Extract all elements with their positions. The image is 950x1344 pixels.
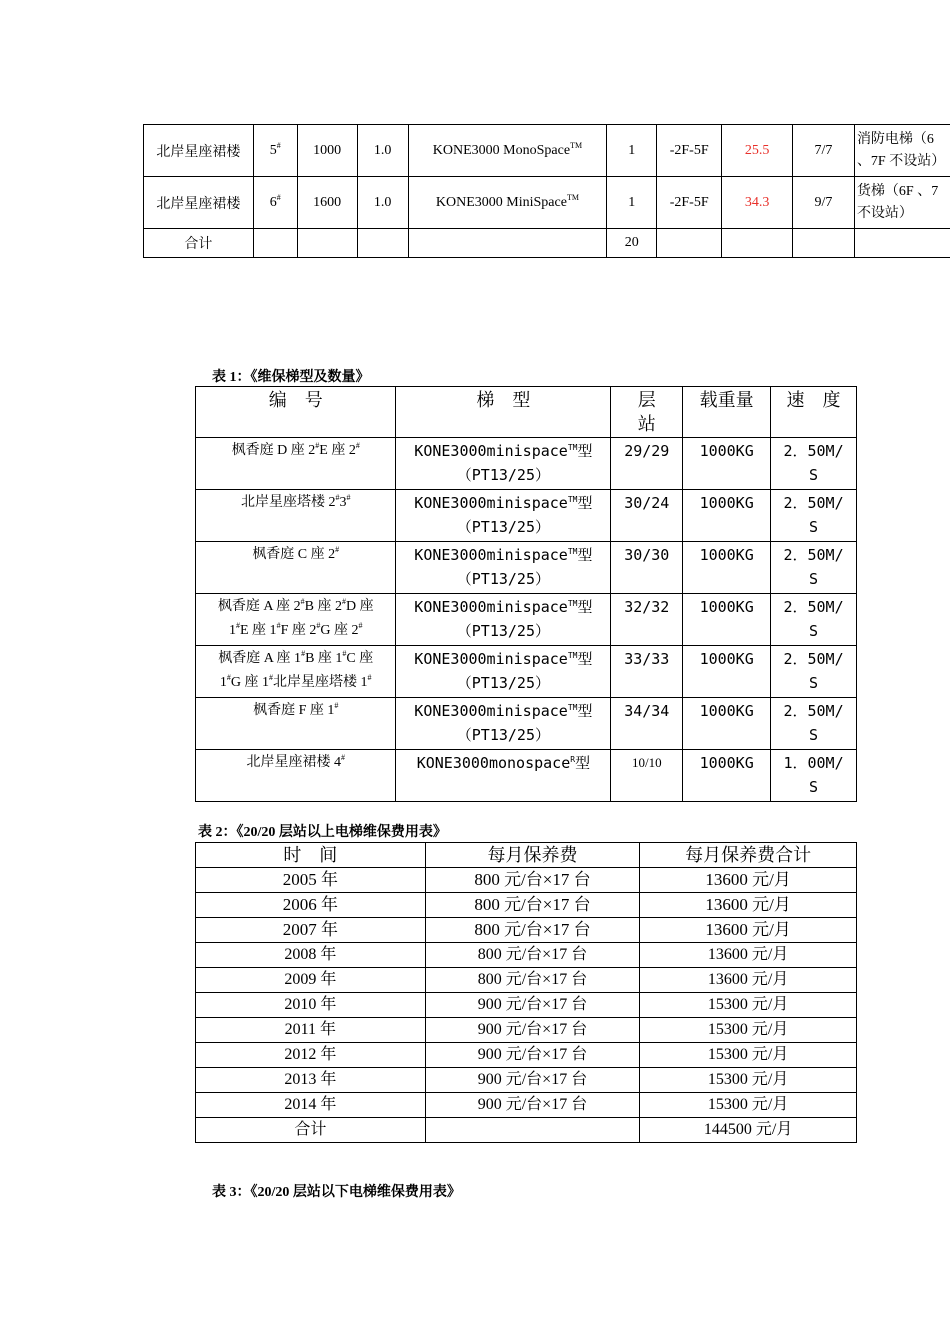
elevator-id-cell: 枫香庭 A 座 2#B 座 2#D 座 1#E 座 1#F 座 2#G 座 2# [196,594,396,646]
speed-cell [771,542,857,594]
floors-cell: -2F-5F [657,177,722,229]
model-line: KONE3000minispace™型 [414,650,593,668]
monthly-total-cell: 13600 元/月 [640,918,857,943]
monthly-fee-cell: 800 元/台×17 台 [425,943,640,968]
speed-cell: 1.0 [357,177,408,229]
maintenance-fee-table [195,842,857,1143]
monthly-total-cell: 15300 元/月 [640,1018,857,1043]
qty-cell: 1 [607,125,657,177]
monthly-total-cell: 13600 元/月 [640,968,857,993]
elevator-model-cell [396,698,611,750]
empty-cell [722,229,793,258]
elevator-id-cell: 北岸星座塔楼 2#3# [196,490,396,542]
building-cell: 北岸星座裙楼 [144,125,254,177]
monthly-fee-cell: 800 元/台×17 台 [425,868,640,893]
total-row [196,1118,857,1143]
elevator-model-cell [396,490,611,542]
elevator-id-cell: 枫香庭 C 座 2# [196,542,396,594]
note-cell [854,125,950,177]
elevator-model-cell [396,438,611,490]
number-sup: # [276,140,281,150]
table-row [196,1068,857,1093]
note-line: 不设站） [856,205,913,221]
building-cell: 北岸星座裙楼 [144,177,254,229]
floors-cell: -2F-5F [657,125,722,177]
year-cell: 2011 年 [196,1018,426,1043]
elevator-model-cell [396,594,611,646]
year-cell: 2007 年 [196,918,426,943]
year-cell: 2006 年 [196,893,426,918]
monthly-fee-cell: 800 元/台×17 台 [425,893,640,918]
empty-cell [793,229,855,258]
speed-cell [771,698,857,750]
note-line: 、7F 不设站） [856,153,946,169]
elevator-id-cell: 枫香庭 A 座 1#B 座 1#C 座 1#G 座 1#北岸星座塔楼 1# [196,646,396,698]
model-sup: TM [567,651,578,660]
monthly-fee-cell: 900 元/台×17 台 [425,1093,640,1118]
table-row [196,542,857,594]
model-sup: R [570,755,576,764]
speed-cell [771,438,857,490]
year-cell: 2014 年 [196,1093,426,1118]
table-row [196,1018,857,1043]
model-sup: TM [567,443,578,452]
elevator-model-cell [396,750,611,802]
total-label: 合计 [144,229,254,258]
elevator-model-cell [396,542,611,594]
load-cell: 1000KG [683,750,771,802]
speed-unit: S [809,570,819,588]
monthly-fee-cell: 800 元/台×17 台 [425,918,640,943]
number-cell: 6# [253,177,297,229]
speed-line: 2．50M/ [783,546,844,564]
table-row [196,893,857,918]
model-code: （PT13/25） [456,466,550,484]
table1-caption: 表 1：《维保梯型及数量》 [212,370,370,385]
model-code: （PT13/25） [456,726,550,744]
table-row [196,1093,857,1118]
load-cell: 1000KG [683,698,771,750]
table2-caption: 表 2：《20/20 层站以上电梯维保费用表》 [198,825,447,840]
elevator-id-cell: 北岸星座裙楼 4# [196,750,396,802]
speed-cell: 1.0 [357,125,408,177]
monthly-total-cell: 15300 元/月 [640,993,857,1018]
table-row [196,968,857,993]
table-row [196,918,857,943]
load-cell: 1000KG [683,438,771,490]
speed-cell [771,750,857,802]
stations-cell: 10/10 [611,750,683,802]
model-code: （PT13/25） [456,518,550,536]
note-line: 货梯（6F 、7 [856,183,939,199]
model-sup: TM [567,703,578,712]
qty-cell: 1 [607,177,657,229]
model-cell: KONE3000 MiniSpace™ [408,177,607,229]
model-cell: KONE3000 MonoSpace™ [408,125,607,177]
number-sup: # [276,192,281,202]
speed-line: 2．50M/ [783,442,844,460]
model-sup: TM [566,192,579,202]
value-cell: 34.3 [722,177,793,229]
table-row [196,594,857,646]
total-qty: 20 [607,229,657,258]
model-sup: TM [567,547,578,556]
model-code: （PT13/25） [456,674,550,692]
elevator-model-table [195,386,857,802]
table-row [144,177,950,229]
monthly-fee-cell: 900 元/台×17 台 [425,1068,640,1093]
stations-cell: 32/32 [611,594,683,646]
number-cell: 5# [253,125,297,177]
table-row [196,438,857,490]
header-stations: 层 站 [611,387,683,438]
speed-cell [771,594,857,646]
stations-cell: 33/33 [611,646,683,698]
stations-cell: 30/24 [611,490,683,542]
load-cell: 1600 [297,177,357,229]
speed-unit: S [809,726,819,744]
monthly-total-cell: 13600 元/月 [640,893,857,918]
year-cell: 2012 年 [196,1043,426,1068]
total-row [144,229,950,258]
model-line: KONE3000minispace™型 [414,598,593,616]
monthly-fee-cell: 800 元/台×17 台 [425,968,640,993]
stations-cell: 9/7 [793,177,855,229]
monthly-total-cell: 15300 元/月 [640,1043,857,1068]
year-cell: 2008 年 [196,943,426,968]
monthly-fee-cell: 900 元/台×17 台 [425,1043,640,1068]
table-row [196,646,857,698]
elevator-id-cell: 枫香庭 F 座 1# [196,698,396,750]
elevator-model-cell [396,646,611,698]
speed-line: 2．50M/ [783,702,844,720]
year-cell: 2005 年 [196,868,426,893]
model-line: KONE3000minispace™型 [414,442,593,460]
empty-cell [425,1118,640,1143]
empty-cell [657,229,722,258]
table-row [144,125,950,177]
table-row [196,868,857,893]
empty-cell [253,229,297,258]
empty-cell [297,229,357,258]
speed-unit: S [809,466,819,484]
stations-cell: 34/34 [611,698,683,750]
speed-cell [771,646,857,698]
model-code: （PT13/25） [456,622,550,640]
speed-line: 1．00M/ [783,754,844,772]
year-cell: 2010 年 [196,993,426,1018]
empty-cell [408,229,607,258]
note-line: 消防电梯（6 [856,131,934,147]
elevator-id-cell: 枫香庭 D 座 2#E 座 2# [196,438,396,490]
speed-line: 2．50M/ [783,598,844,616]
speed-unit: S [809,622,819,640]
speed-cell [771,490,857,542]
value-cell: 25.5 [722,125,793,177]
table3-caption: 表 3：《20/20 层站以下电梯维保费用表》 [212,1185,461,1200]
header-model: 梯 型 [396,387,611,438]
stations-cell: 29/29 [611,438,683,490]
year-cell: 2013 年 [196,1068,426,1093]
header-number: 编 号 [196,387,396,438]
model-line: KONE3000minispace™型 [414,494,593,512]
table1-header-row [196,387,857,438]
empty-cell [854,229,950,258]
monthly-total-cell: 13600 元/月 [640,868,857,893]
monthly-total-cell: 15300 元/月 [640,1093,857,1118]
stations-cell: 30/30 [611,542,683,594]
note-cell [854,177,950,229]
speed-line: 2．50M/ [783,650,844,668]
header-monthly-fee: 每月保养费 [425,843,640,868]
speed-line: 2．50M/ [783,494,844,512]
monthly-total-cell: 15300 元/月 [640,1068,857,1093]
table2-header-row [196,843,857,868]
stations-cell: 7/7 [793,125,855,177]
elevator-list-table [143,124,950,258]
model-sup: TM [570,140,583,150]
model-sup: TM [567,599,578,608]
header-monthly-total: 每月保养费合计 [640,843,857,868]
model-line: KONE3000monospace$^R$型 [416,754,591,772]
load-cell: 1000KG [683,646,771,698]
load-cell: 1000KG [683,542,771,594]
monthly-fee-cell: 900 元/台×17 台 [425,1018,640,1043]
model-line: KONE3000minispace™型 [414,546,593,564]
model-sup: TM [567,495,578,504]
monthly-fee-cell: 900 元/台×17 台 [425,993,640,1018]
speed-unit: S [809,674,819,692]
load-cell: 1000KG [683,594,771,646]
table-row [196,698,857,750]
load-cell: 1000 [297,125,357,177]
load-cell: 1000KG [683,490,771,542]
header-time: 时 间 [196,843,426,868]
header-load: 载重量 [683,387,771,438]
total-label: 合计 [196,1118,426,1143]
model-code: （PT13/25） [456,570,550,588]
monthly-total-cell: 13600 元/月 [640,943,857,968]
table-row [196,490,857,542]
speed-unit: S [809,518,819,536]
table-row [196,750,857,802]
header-speed: 速 度 [771,387,857,438]
speed-unit: S [809,778,819,796]
table-row [196,993,857,1018]
table-row [196,1043,857,1068]
table-row [196,943,857,968]
empty-cell [357,229,408,258]
year-cell: 2009 年 [196,968,426,993]
model-line: KONE3000minispace™型 [414,702,593,720]
grand-total-cell: 144500 元/月 [640,1118,857,1143]
